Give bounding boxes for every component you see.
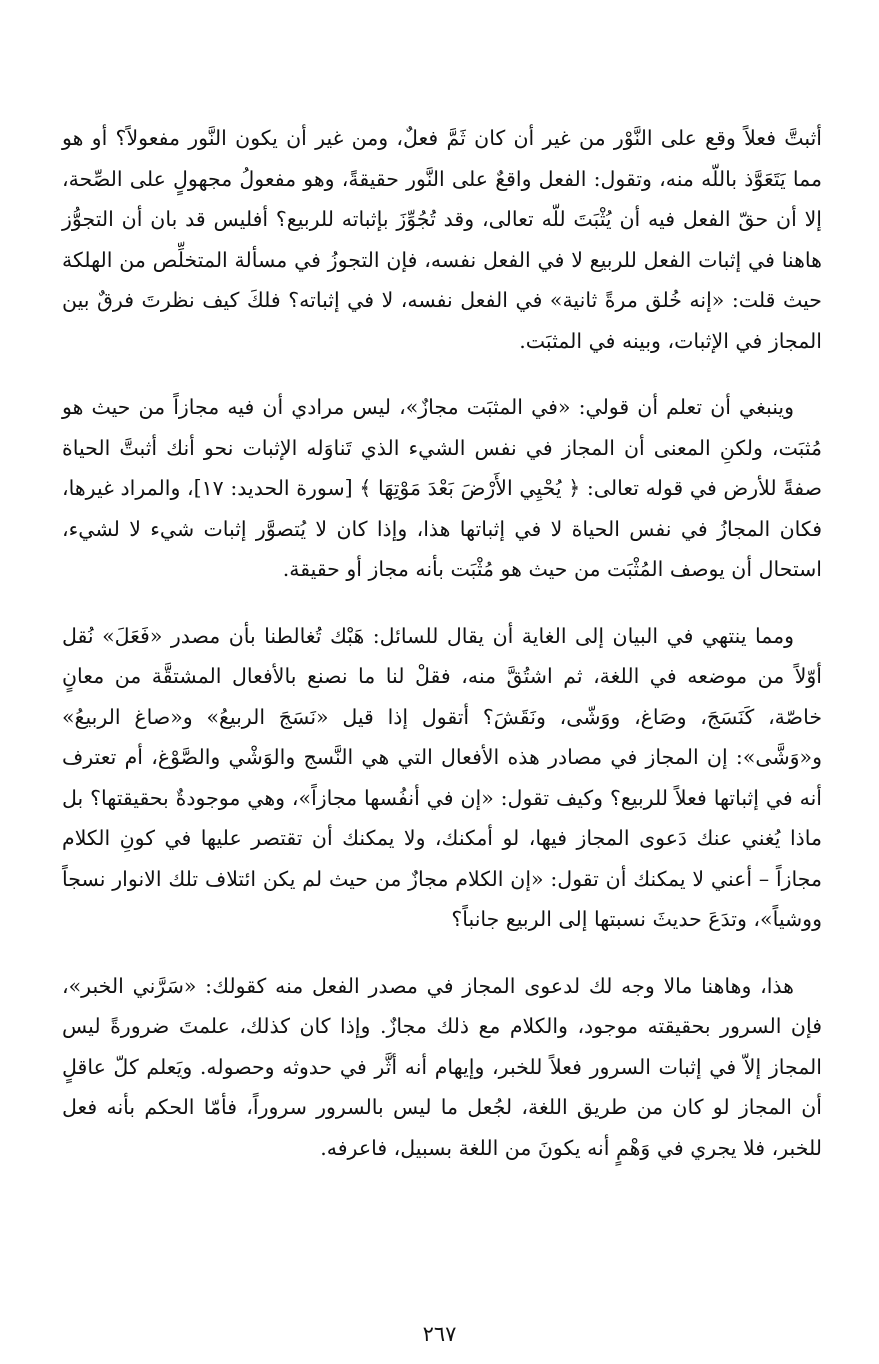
page-number: ٢٦٧ — [422, 1322, 457, 1346]
paragraph-1: أثبتَّ فعلاً وقع على النَّوْر من غير أن كان ثَمَّ فعلٌ، ومن غير أن يكون النَّور مفعولاً؟ أو هو مما يَتَعَوَّذ باللّه منه، وتقول: الفعل واقعٌ على النَّور حقيقةً، وهو مفعولُ مجهولٍ على الصِّحة، إلا أن حقّ الفعل فيه أن يُثْبَتَ للّه تعالى، وقد تُجُوِّزَ بإثباته للربيع؟ أفليس قد بان أن التجوُّز هاهنا في إثبات الفعل للربيع لا في الفعل نفسه، فإن التجوزُ في مسألة المتخلِّص من الهلكة حيث قلت: «إنه خُلق مرةً ثانية» في الفعل نفسه، لا في إثباته؟ فلكَ كيف نظرتَ فرقٌ بين المجاز في الإثبات، وبينه في المثبَت. — [62, 126, 822, 353]
paragraph-3: ومما ينتهي في البيان إلى الغاية أن يقال للسائل: هَبْك تُغالطنا بأن مصدر «فَعَلَ» نُقل أوّلاً من موضعه في اللغة، ثم اشتُقَّ منه، فقلْ لنا ما نصنع بالأفعال المشتقَّة من معانٍ خاصّة، كَنَسَجَ، وصَاغ، ووَشّى، ونَقَشَ؟ أتقول إذا قيل «نَسَجَ الربيعُ» و«صاغ الربيعُ» و«وَشَّى»: إن المجاز في مصادر هذه الأفعال التي هي النَّسج والوَشْي والصَّوْغ، أم تعترف أنه في إثباتها فعلاً للربيع؟ وكيف تقول: «إن في أنفُسها مجازاً»، وهي موجودةٌ بحقيقتها؟ بل ماذا يُغني عنك دَعوى المجاز فيها، لو أمكنك، ولا يمكنك أن تقتصر عليها في كونِ الكلام مجازاً – أعني لا يمكنك أن تقول: «إن الكلام مجازٌ من حيث لم يكن ائتلاف تلك الانوار نسجاً ووشياً»، وتدَعَ حديثَ نسبتها إلى الربيع جانباً؟ — [62, 623, 822, 931]
page-body — [62, 118, 822, 1168]
paragraph-2: وينبغي أن تعلم أن قولي: «في المثبَت مجازٌ»، ليس مرادي أن فيه مجازاً من حيث هو مُثبَت، ولكنِ المعنى أن المجاز في نفس الشيء الذي تَناوَله الإثبات نحو أنك أثبتَّ الحياة صفةً للأرض في قوله تعالى: ﴿ يُحْيِي الأَرْضَ بَعْدَ مَوْتِهَا ﴾ [سورة الحديد: ١٧]، والمراد غيرها، فكان المجازُ في نفس الحياة لا في إثباتها هذا، وإذا كان لا يُتصوَّر إثبات شيء لا لشيء، استحال أن يوصف المُثْبَت من حيث هو مُثْبَت بأنه مجاز أو حقيقة. — [62, 395, 822, 581]
paragraph-4: هذا، وهاهنا مالا وجه لك لدعوى المجاز في مصدر الفعل منه كقولك: «سَرَّني الخبر»، فإن السرور بحقيقته موجود، والكلام مع ذلك مجازٌ. وإذا كان كذلك، علمتَ ضرورةً ليس المجاز إلاّ في إثبات السرور فعلاً للخبر، وإيهام أنه أثَّر في حدوثه وحصوله. ويَعلم كلّ عاقلٍ أن المجاز لو كان من طريق اللغة، لجُعل ما ليس بالسرور سروراً، فأمّا الحكم بأنه فعل للخبر، فلا يجري في وَهْمٍ أنه يكونَ من اللغة بسبيل، فاعرفه. — [62, 973, 822, 1160]
